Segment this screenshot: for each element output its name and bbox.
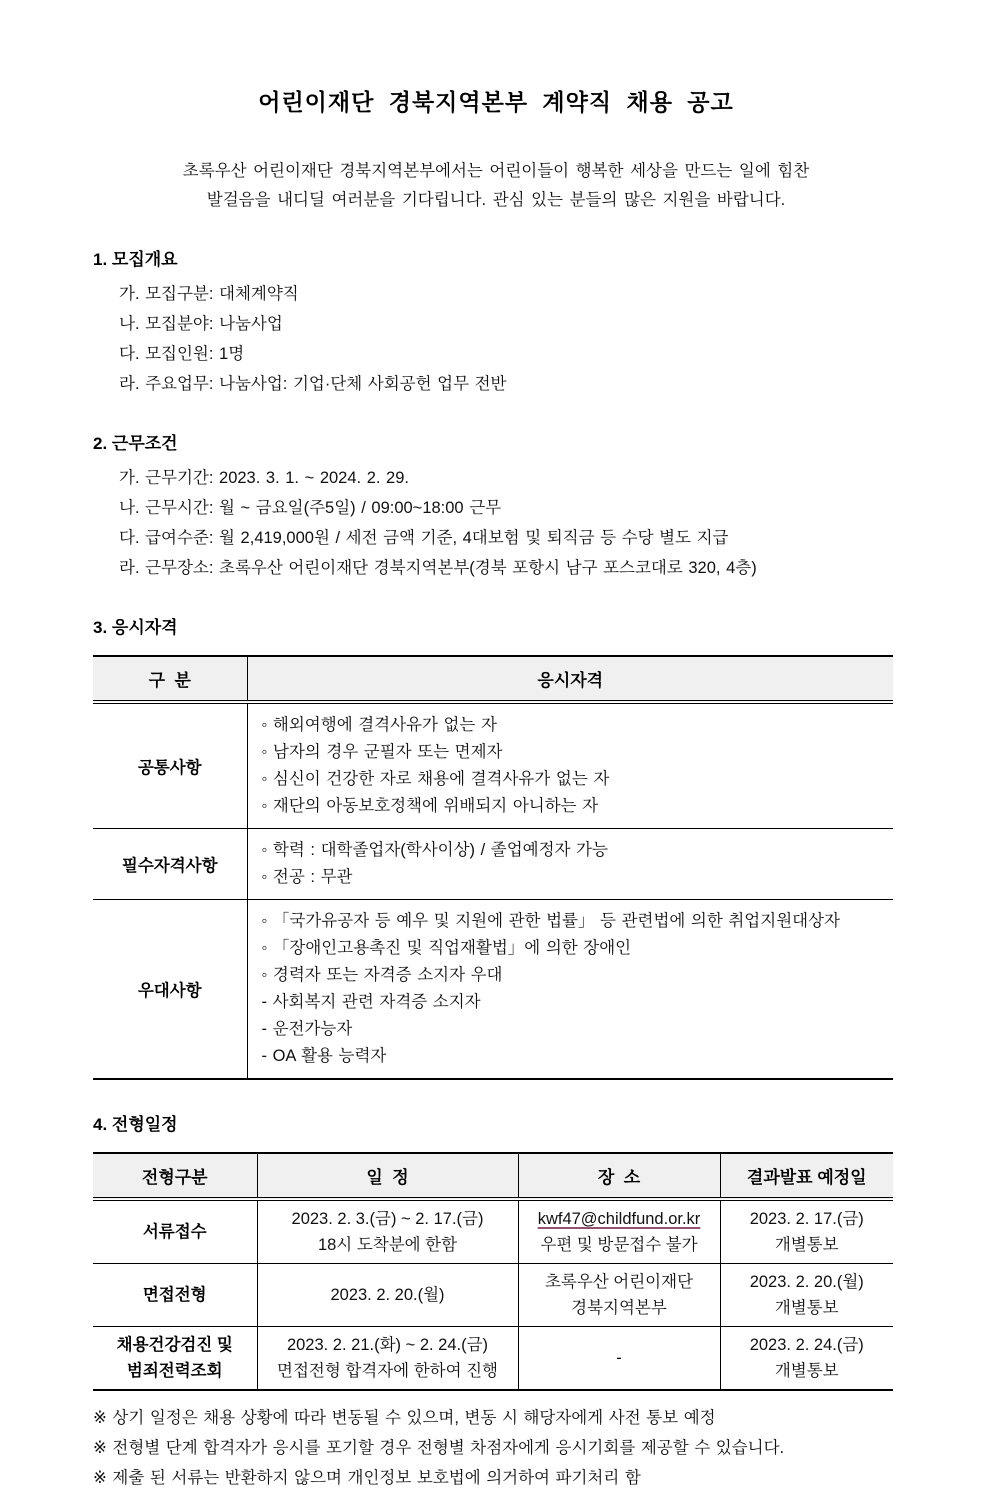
place-cell: [518, 1264, 720, 1327]
place-line: -: [616, 1349, 622, 1367]
table-row-application: [93, 1199, 893, 1264]
column-header-date: 일 정: [257, 1153, 518, 1199]
qualification-line: - 사회복지 관련 자격증 소지자: [261, 993, 481, 1011]
section-schedule: [93, 1114, 899, 1391]
qualification-line: ◦ 해외여행에 결격사유가 없는 자: [261, 716, 497, 734]
place-line: 초록우산 어린이재단: [544, 1273, 694, 1291]
table-header-row: [93, 1153, 893, 1199]
section-qualifications: [93, 617, 899, 1080]
row-content: [247, 702, 893, 829]
row-content: [247, 900, 893, 1080]
place-line: 경북지역본부: [571, 1299, 667, 1317]
qualification-line: ◦ 심신이 건강한 자로 채용에 결격사유가 없는 자: [261, 770, 610, 788]
date-line: 18시 도착분에 한함: [317, 1236, 458, 1254]
stage-label: 채용건강검진 및: [116, 1336, 233, 1354]
schedule-table: [93, 1152, 893, 1391]
row-label: 우대사항: [93, 900, 247, 1080]
table-row-health-check: [93, 1327, 893, 1391]
qualification-line: ◦ 학력 : 대학졸업자(학사이상) / 졸업예정자 가능: [261, 841, 608, 859]
stage-label: 범죄전력조회: [126, 1362, 223, 1380]
qualification-line: - OA 활용 능력자: [261, 1047, 387, 1065]
list-item: 라. 근무장소: 초록우산 어린이재단 경북지역본부(경북 포항시 남구 포스코대로 320, 4층): [119, 559, 757, 577]
list-item: 나. 모집분야: 나눔사업: [119, 315, 283, 333]
result-line: 2023. 2. 17.(금): [749, 1210, 864, 1228]
stage-label: 서류접수: [142, 1223, 207, 1241]
qualification-line: ◦ 전공 : 무관: [261, 868, 353, 886]
intro-line: 초록우산 어린이재단 경북지역본부에서는 어린이들이 행복한 세상을 만드는 일에 힘찬: [182, 162, 810, 180]
list-item: 가. 근무기간: 2023. 3. 1. ~ 2024. 2. 29.: [119, 469, 409, 487]
table-row-preferred: [93, 900, 893, 1080]
date-cell: [257, 1327, 518, 1391]
stage-label: 면접전형: [142, 1286, 207, 1304]
result-line: 2023. 2. 24.(금): [749, 1336, 864, 1354]
result-line: 2023. 2. 20.(월): [749, 1273, 864, 1291]
section-heading: 1. 모집개요: [93, 250, 178, 269]
date-cell: [257, 1199, 518, 1264]
email-link[interactable]: kwf47@childfund.or.kr: [537, 1210, 701, 1228]
date-line: 2023. 2. 20.(월): [330, 1286, 445, 1304]
section-work-conditions: [93, 433, 899, 583]
stage-cell: [93, 1199, 257, 1264]
place-line: 우편 및 방문접수 불가: [540, 1236, 698, 1254]
column-header-qualification: 응시자격: [247, 656, 893, 702]
qualification-line: ◦ 「장애인고용촉진 및 직업재활법」에 의한 장애인: [261, 939, 632, 957]
section-item-list: [93, 279, 899, 399]
section-heading: 3. 응시자격: [93, 618, 178, 637]
stage-cell: [93, 1264, 257, 1327]
date-line: 2023. 2. 21.(화) ~ 2. 24.(금): [286, 1336, 489, 1354]
row-label: 필수자격사항: [93, 829, 247, 900]
qualification-line: - 운전가능자: [261, 1020, 353, 1038]
column-header-place: 장 소: [518, 1153, 720, 1199]
section-heading: 4. 전형일정: [93, 1115, 178, 1134]
column-header-category: 구 분: [93, 656, 247, 702]
stage-cell: [93, 1327, 257, 1391]
note-line: ※ 전형별 단계 합격자가 응시를 포기할 경우 전형별 차점자에게 응시기회를 제공할 수 있습니다.: [93, 1439, 785, 1457]
result-line: 개별통보: [774, 1362, 839, 1380]
intro-paragraph: [93, 157, 899, 215]
section-heading: 2. 근무조건: [93, 434, 178, 453]
qualification-line: ◦ 「국가유공자 등 예우 및 지원에 관한 법률」 등 관련법에 의한 취업지원대상자: [261, 912, 840, 930]
list-item: 가. 모집구분: 대체계약직: [119, 285, 299, 303]
column-header-result-date: 결과발표 예정일: [720, 1153, 893, 1199]
list-item: 다. 모집인원: 1명: [119, 345, 245, 363]
footer-notes: [93, 1403, 899, 1493]
section-recruit-overview: [93, 249, 899, 399]
result-line: 개별통보: [774, 1299, 839, 1317]
table-header-row: [93, 656, 893, 702]
result-cell: [720, 1327, 893, 1391]
section-item-list: [93, 463, 899, 583]
note-line: ※ 제출 된 서류는 반환하지 않으며 개인정보 보호법에 의거하여 파기처리 함: [93, 1469, 641, 1487]
place-cell: [518, 1199, 720, 1264]
qualification-line: ◦ 경력자 또는 자격증 소지자 우대: [261, 966, 503, 984]
result-line: 개별통보: [774, 1236, 839, 1254]
date-line: 2023. 2. 3.(금) ~ 2. 17.(금): [291, 1210, 484, 1228]
result-cell: [720, 1199, 893, 1264]
row-content: [247, 829, 893, 900]
table-row-common: [93, 702, 893, 829]
list-item: 나. 근무시간: 월 ~ 금요일(주5일) / 09:00~18:00 근무: [119, 499, 502, 517]
table-row-required: [93, 829, 893, 900]
list-item: 라. 주요업무: 나눔사업: 기업·단체 사회공헌 업무 전반: [119, 375, 507, 393]
result-cell: [720, 1264, 893, 1327]
date-line: 면접전형 합격자에 한하여 진행: [277, 1362, 498, 1380]
page-title: 어린이재단 경북지역본부 계약직 채용 공고: [258, 89, 734, 115]
qualification-line: ◦ 재단의 아동보호정책에 위배되지 아니하는 자: [261, 797, 599, 815]
table-row-interview: [93, 1264, 893, 1327]
note-line: ※ 상기 일정은 채용 상황에 따라 변동될 수 있으며, 변동 시 해당자에게 사전 통보 예정: [93, 1409, 716, 1427]
date-cell: [257, 1264, 518, 1327]
intro-line: 발걸음을 내디딜 여러분을 기다립니다. 관심 있는 분들의 많은 지원을 바랍니다.: [206, 191, 786, 209]
row-label: 공통사항: [137, 759, 202, 777]
qualifications-table: [93, 655, 893, 1080]
place-cell: [518, 1327, 720, 1391]
qualification-line: ◦ 남자의 경우 군필자 또는 면제자: [261, 743, 503, 761]
list-item: 다. 급여수준: 월 2,419,000원 / 세전 금액 기준, 4대보험 및 퇴직금 등 수당 별도 지급: [119, 529, 729, 547]
column-header-stage: 전형구분: [93, 1153, 257, 1199]
